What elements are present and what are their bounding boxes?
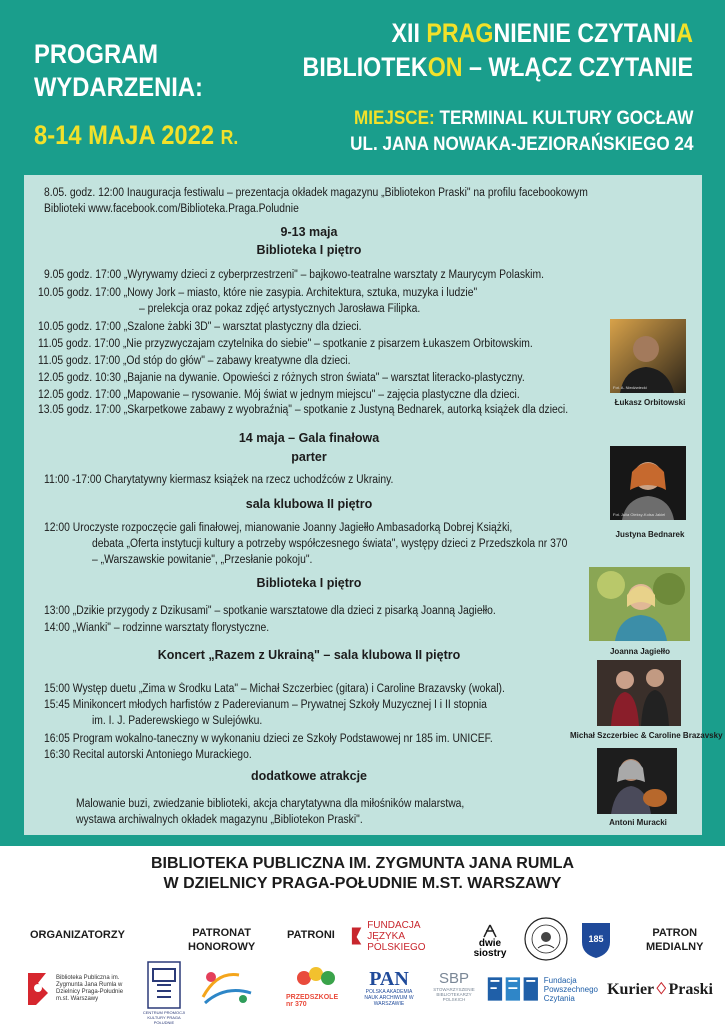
pan-subtext: POLSKA AKADEMIA NAUK ARCHIWUM W WARSZAWIE xyxy=(364,989,414,1007)
portrait-image xyxy=(597,660,681,726)
venue-line1 xyxy=(350,106,693,132)
dwie-line: dwie xyxy=(478,938,502,949)
fest-part: XII xyxy=(391,18,427,48)
event-line: 14:00 „Wianki" – rodzinne warsztaty florystyczne. xyxy=(44,622,270,634)
przedszkole-text: PRZEDSZKOLE nr 370 xyxy=(286,994,339,1008)
logo-dwie-siostry xyxy=(466,920,514,962)
cpk-logo-icon xyxy=(147,961,181,1009)
label-honorary xyxy=(188,926,255,954)
fjp-line: JĘZYKA POLSKIEGO xyxy=(367,930,426,953)
fpc-mark-icon xyxy=(486,972,540,1006)
fpc-line: Czytania xyxy=(543,993,575,1003)
program-title-line1: PROGRAM xyxy=(34,39,159,69)
intro-line: 8.05. godz. 12:00 Inauguracja festiwalu – prezentacja okładek magazynu „Bibliotekon Praski" na profilu facebookowym xyxy=(44,187,588,199)
school-number: 185 xyxy=(588,934,604,944)
label-media-line1: PATRON xyxy=(652,927,698,939)
venue-name: TERMINAL KULTURY GOCŁAW xyxy=(434,108,693,129)
fjp-mark-icon xyxy=(350,925,363,947)
sbp-subtext: STOWARZYSZENIE BIBLIOTEKARZY POLSKICH xyxy=(433,986,475,1002)
portrait-image xyxy=(589,567,690,641)
event-line: 9.05 godz. 17:00 „Wyrywamy dzieci z cyberprzestrzeni" – bajkowo-teatralne warsztaty z Maurycym Polaskim. xyxy=(44,269,544,281)
event-line: 13.05 godz. 17:00 „Skarpetkowe zabawy z wyobraźnią" – spotkanie z Justyną Bednarek, autorką książek dla dzieci. xyxy=(38,404,569,416)
label-patrons: PATRONI xyxy=(287,929,335,941)
portrait-image xyxy=(610,319,686,393)
fjp-line: FUNDACJA xyxy=(367,919,421,931)
fest-part: ON xyxy=(427,52,463,82)
przedszkole-icon xyxy=(294,964,338,994)
dwie-line: siostry xyxy=(473,948,507,959)
attraction-line: wystawa archiwalnych okładek magazynu „Bibliotekon Praski". xyxy=(76,814,363,826)
event-line: – „Warszawskie powitanie", „Przesłanie pokoju". xyxy=(92,554,313,566)
fpc-text xyxy=(544,976,598,1003)
section-heading: dodatkowe atrakcje xyxy=(250,769,367,783)
event-line: 11:00 -17:00 Charytatywny kiermasz książek na rzecz uchodźców z Ukrainy. xyxy=(44,474,394,486)
event-line: debata „Oferta instytucji kultury a potrzeby współczesnego świata", występy dzieci z Przedszkola nr 370 xyxy=(92,538,568,550)
library-logo-text: Biblioteka Publiczna im. Zygmunta Jana Rumla w Dzielnicy Praga-Południe m.st. Warszawy xyxy=(56,975,124,1002)
festival-title-line1 xyxy=(303,16,693,50)
kurier-part: Kurier xyxy=(607,981,655,998)
fest-part: – WŁĄCZ CZYTANIE xyxy=(462,52,693,82)
event-line: – prelekcja oraz pokaz zdjęć artystycznych Jarosława Filipka. xyxy=(139,303,421,315)
logo-school-185 xyxy=(578,918,614,962)
library-name-line2: W DZIELNICY PRAGA-POŁUDNIE M.ST. WARSZAWY xyxy=(163,875,562,892)
event-line: 12:00 Uroczyste rozpoczęcie gali finałowej, mianowanie Joanny Jagiełło Ambasadorką Dobrej Książki, xyxy=(44,522,513,534)
event-dates-text: 8-14 MAJA 2022 xyxy=(34,120,215,150)
venue xyxy=(350,106,693,158)
event-line: 12.05 godz. 17:00 „Mapowanie – rysowanie. Mój świat w jednym miejscu" – zajęcia plastyczne dla dzieci. xyxy=(38,389,520,401)
event-dates-suffix: R. xyxy=(220,127,239,149)
photo-caption: Justyna Bednarek xyxy=(615,530,685,539)
venue-label: MIEJSCE: xyxy=(353,108,435,129)
library-name xyxy=(0,854,725,894)
photo-muracki xyxy=(597,748,677,814)
library-logo-icon xyxy=(24,971,52,1007)
fjp-text xyxy=(367,920,460,953)
photo-caption: Łukasz Orbitowski xyxy=(614,398,686,407)
program-title xyxy=(34,38,203,104)
cpk-text: CENTRUM PROMOCJI KULTURY PRAGA POŁUDNIE xyxy=(142,1010,186,1024)
dwie-siostry-icon xyxy=(480,923,500,939)
event-line: 15:00 Występ duetu „Zima w Środku Lata" – Michał Szczerbiec (gitara) i Caroline Brazavsky (wokal). xyxy=(44,683,505,695)
logo-organizer-library xyxy=(24,968,136,1010)
event-line: 11.05 godz. 17:00 „Od stóp do głów" – zabawy kreatywne dla dzieci. xyxy=(38,355,351,367)
photo-caption: Michał Szczerbiec & Caroline Brazavsky xyxy=(570,731,723,740)
photo-bednarek xyxy=(610,446,686,520)
sbp-text: SBP xyxy=(438,969,469,987)
logo-pan-archiwum xyxy=(358,962,420,1014)
photo-credit: Fot. A. Niedźwiecki xyxy=(613,385,647,390)
photo-jagiello xyxy=(589,567,690,641)
photo-szczerbiec-brazavsky xyxy=(597,660,681,726)
intro-line: Biblioteki www.facebook.com/Biblioteka.Praga.Poludnie xyxy=(44,203,299,215)
dwie-siostry-text xyxy=(474,939,507,959)
section-heading: 9-13 maja xyxy=(280,225,338,239)
honorary-patron-icon xyxy=(197,963,257,1009)
event-dates xyxy=(34,120,238,151)
section-heading: 14 maja – Gala finałowa xyxy=(238,431,380,445)
label-media-line2: MEDIALNY xyxy=(646,941,704,953)
fpc-line: Powszechnego xyxy=(543,984,598,994)
section-heading: parter xyxy=(291,450,327,464)
logo-sbp xyxy=(428,962,480,1010)
label-honorary-line1: PATRONAT xyxy=(192,927,251,939)
program-title-line2: WYDARZENIA: xyxy=(34,72,203,102)
event-line: 10.05 godz. 17:00 „Szalone żabki 3D" – warsztat plastyczny dla dzieci. xyxy=(38,321,362,333)
portrait-image xyxy=(597,748,677,814)
logo-seal xyxy=(522,914,570,964)
kurier-praski-text: Kurier♢Praski xyxy=(607,981,713,998)
event-line: 11.05 godz. 17:00 „Nie przyzwyczajam czytelnika do siebie" – spotkanie z pisarzem Łukaszem Orbitowskim. xyxy=(38,338,533,350)
kurier-part: Praski xyxy=(668,981,713,998)
photo-credit: Fot. Julia Oleksy-Kolsa Jakiel xyxy=(613,512,666,517)
fest-part: BIBLIOTEK xyxy=(302,52,428,82)
attraction-line: Malowanie buzi, zwiedzanie biblioteki, akcja charytatywna dla miłośników malarstwa, xyxy=(76,798,465,810)
event-line: 15:45 Minikoncert młodych harfistów z Paderevianum – Prywatnej Szkoły Muzycznej I i II stopnia xyxy=(44,699,487,711)
logo-fundacja-powszechnego-czytania xyxy=(486,970,598,1008)
festival-title xyxy=(303,16,693,84)
pan-text: PAN xyxy=(369,968,409,990)
library-name-line1: BIBLIOTEKA PUBLICZNA IM. ZYGMUNTA JANA RUMLA xyxy=(150,855,575,872)
label-organizers: ORGANIZATORZY xyxy=(30,929,125,941)
logo-przedszkole-370 xyxy=(286,962,346,1010)
event-line: 12.05 godz. 10:30 „Bajanie na dywanie. Opowieści z różnych stron świata" – warsztat literacko-plastyczny. xyxy=(38,372,525,384)
seal-icon xyxy=(523,916,569,962)
event-line: 10.05 godz. 17:00 „Nowy Jork – miasto, które nie zasypia. Architektura, sztuka, muzyka i ludzie" xyxy=(38,287,478,299)
venue-address: UL. JANA NOWAKA-JEZIORAŃSKIEGO 24 xyxy=(349,134,693,155)
fest-part: NIENIE CZYTANI xyxy=(493,18,677,48)
festival-title-line2 xyxy=(303,50,693,84)
event-line: 13:00 „Dzikie przygody z Dzikusami" – spotkanie warsztatowe dla dzieci z pisarką Joanną Jagiełło. xyxy=(44,605,496,617)
event-line: 16:30 Recital autorski Antoniego Murackiego. xyxy=(44,749,252,761)
event-line: im. I. J. Paderewskiego w Sulejówku. xyxy=(92,715,263,727)
photo-orbitowski xyxy=(610,319,686,393)
portrait-image xyxy=(610,446,686,520)
section-heading: sala klubowa II piętro xyxy=(245,497,373,511)
fpc-line: Fundacja xyxy=(543,975,577,985)
photo-caption: Antoni Muracki xyxy=(609,818,667,827)
logo-fundacja-jezyka-polskiego xyxy=(350,920,460,952)
section-heading: Biblioteka I piętro xyxy=(256,576,362,590)
fest-part: A xyxy=(676,18,693,48)
logo-kurier-praski xyxy=(607,976,713,1002)
photo-caption: Joanna Jagiełło xyxy=(609,647,671,656)
logo-cpk xyxy=(142,960,186,1024)
section-heading: Biblioteka I piętro xyxy=(256,243,362,257)
label-media-patron xyxy=(646,926,703,954)
fest-part: PRAG xyxy=(426,18,494,48)
logo-honorary-patron xyxy=(196,962,258,1010)
label-honorary-line2: HONOROWY xyxy=(188,941,256,953)
event-line: 16:05 Program wokalno-taneczny w wykonaniu dzieci ze Szkoły Podstawowej nr 185 im. UNICEF. xyxy=(44,733,493,745)
section-heading: Koncert „Razem z Ukrainą" – sala klubowa II piętro xyxy=(157,648,461,662)
